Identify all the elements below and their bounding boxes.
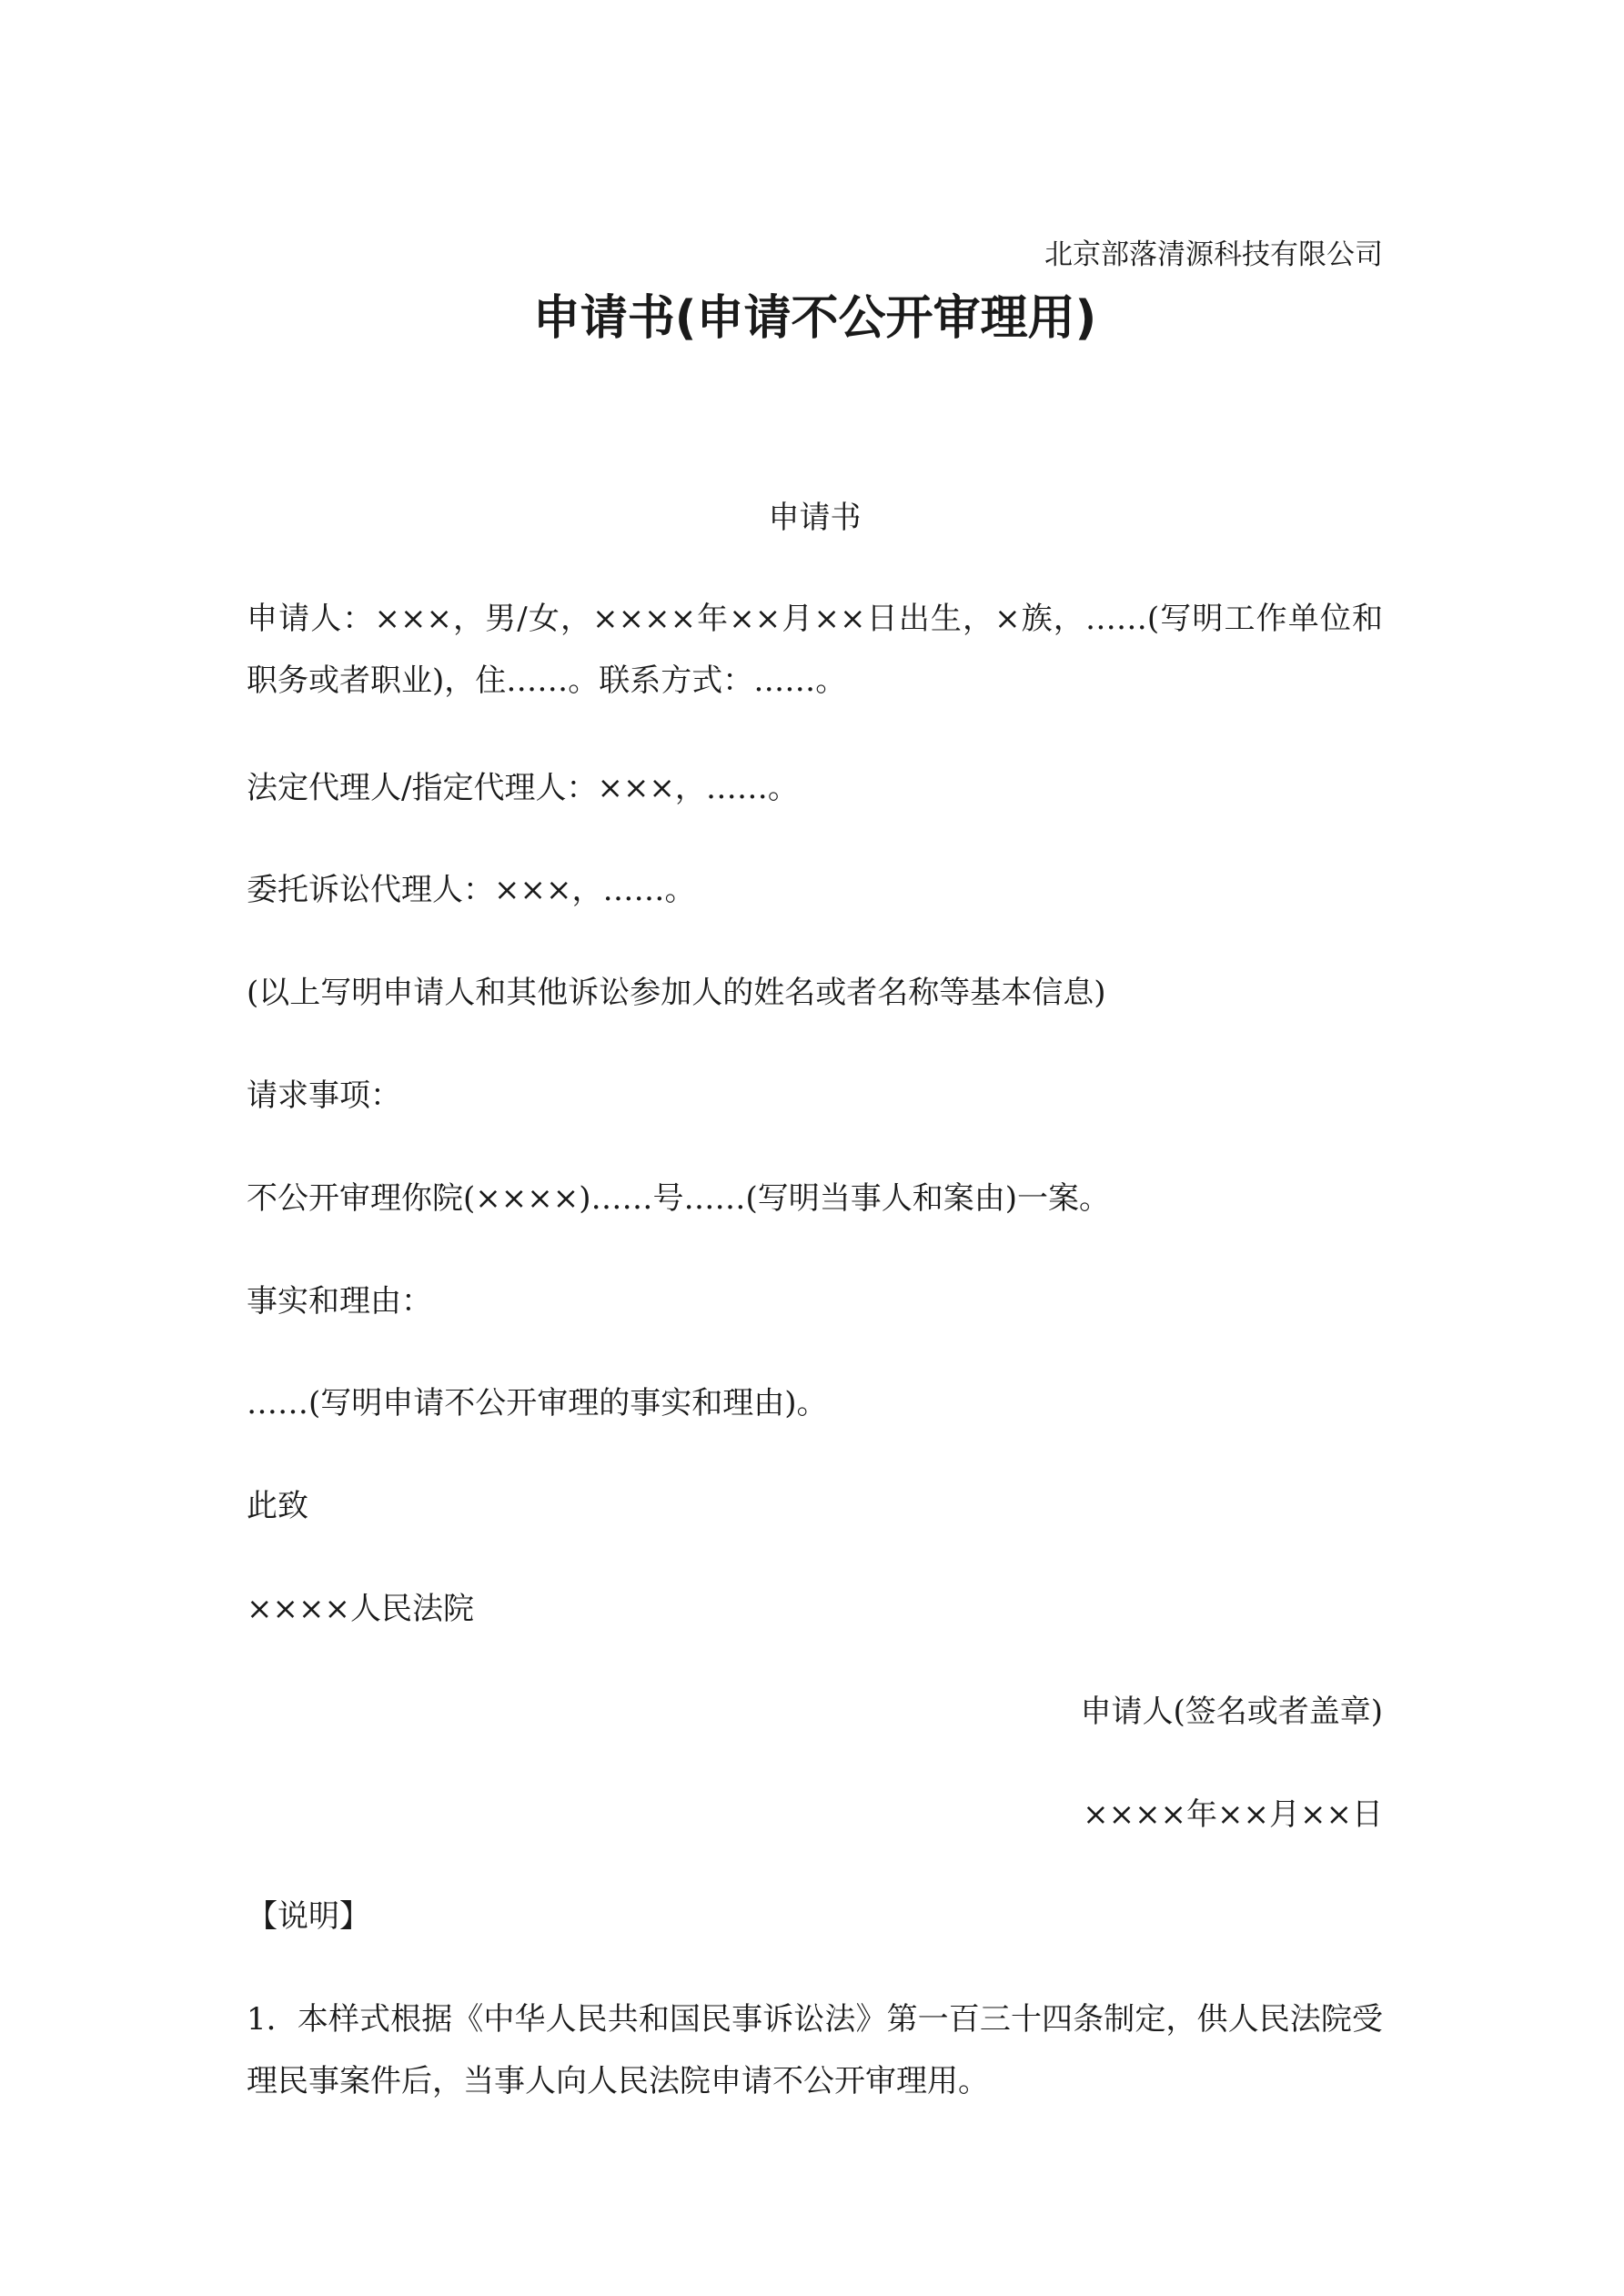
note-item-1: 1．本样式根据《中华人民共和国民事诉讼法》第一百三十四条制定，供人民法院受理民事案件后，当事人向人民法院申请不公开审理用。: [247, 2001, 1383, 2099]
facts-label: 事实和理由：: [247, 1283, 432, 1320]
basic-info-note: (以上写明申请人和其他诉讼参加人的姓名或者名称等基本信息): [247, 975, 1106, 1011]
entrusted-agent-paragraph: 委托诉讼代理人：×××，……。: [247, 872, 696, 908]
court-name: ××××人民法院: [247, 1591, 474, 1627]
document-heading: 申请书: [768, 500, 862, 536]
page-title: 申请书(申请不公开审理用): [532, 291, 1097, 346]
applicant-paragraph: 申请人：×××，男/女，××××年××月××日出生，×族，……(写明工作单位和职务或者职业)，住……。联系方式：……。: [247, 601, 1383, 699]
request-content: 不公开审理你院(××××)……号……(写明当事人和案由)一案。: [247, 1180, 1111, 1217]
legal-agent-paragraph: 法定代理人/指定代理人：×××，……。: [247, 770, 799, 806]
facts-content: ……(写明申请不公开审理的事实和理由)。: [247, 1385, 828, 1421]
signature-line: 申请人(签名或者盖章): [1080, 1694, 1383, 1730]
company-name: 北京部落清源科技有限公司: [1044, 238, 1383, 271]
salutation: 此致: [247, 1488, 308, 1524]
date-line: ××××年××月××日: [1083, 1796, 1383, 1833]
request-label: 请求事项：: [247, 1077, 401, 1114]
notes-label: 【说明】: [247, 1898, 370, 1935]
